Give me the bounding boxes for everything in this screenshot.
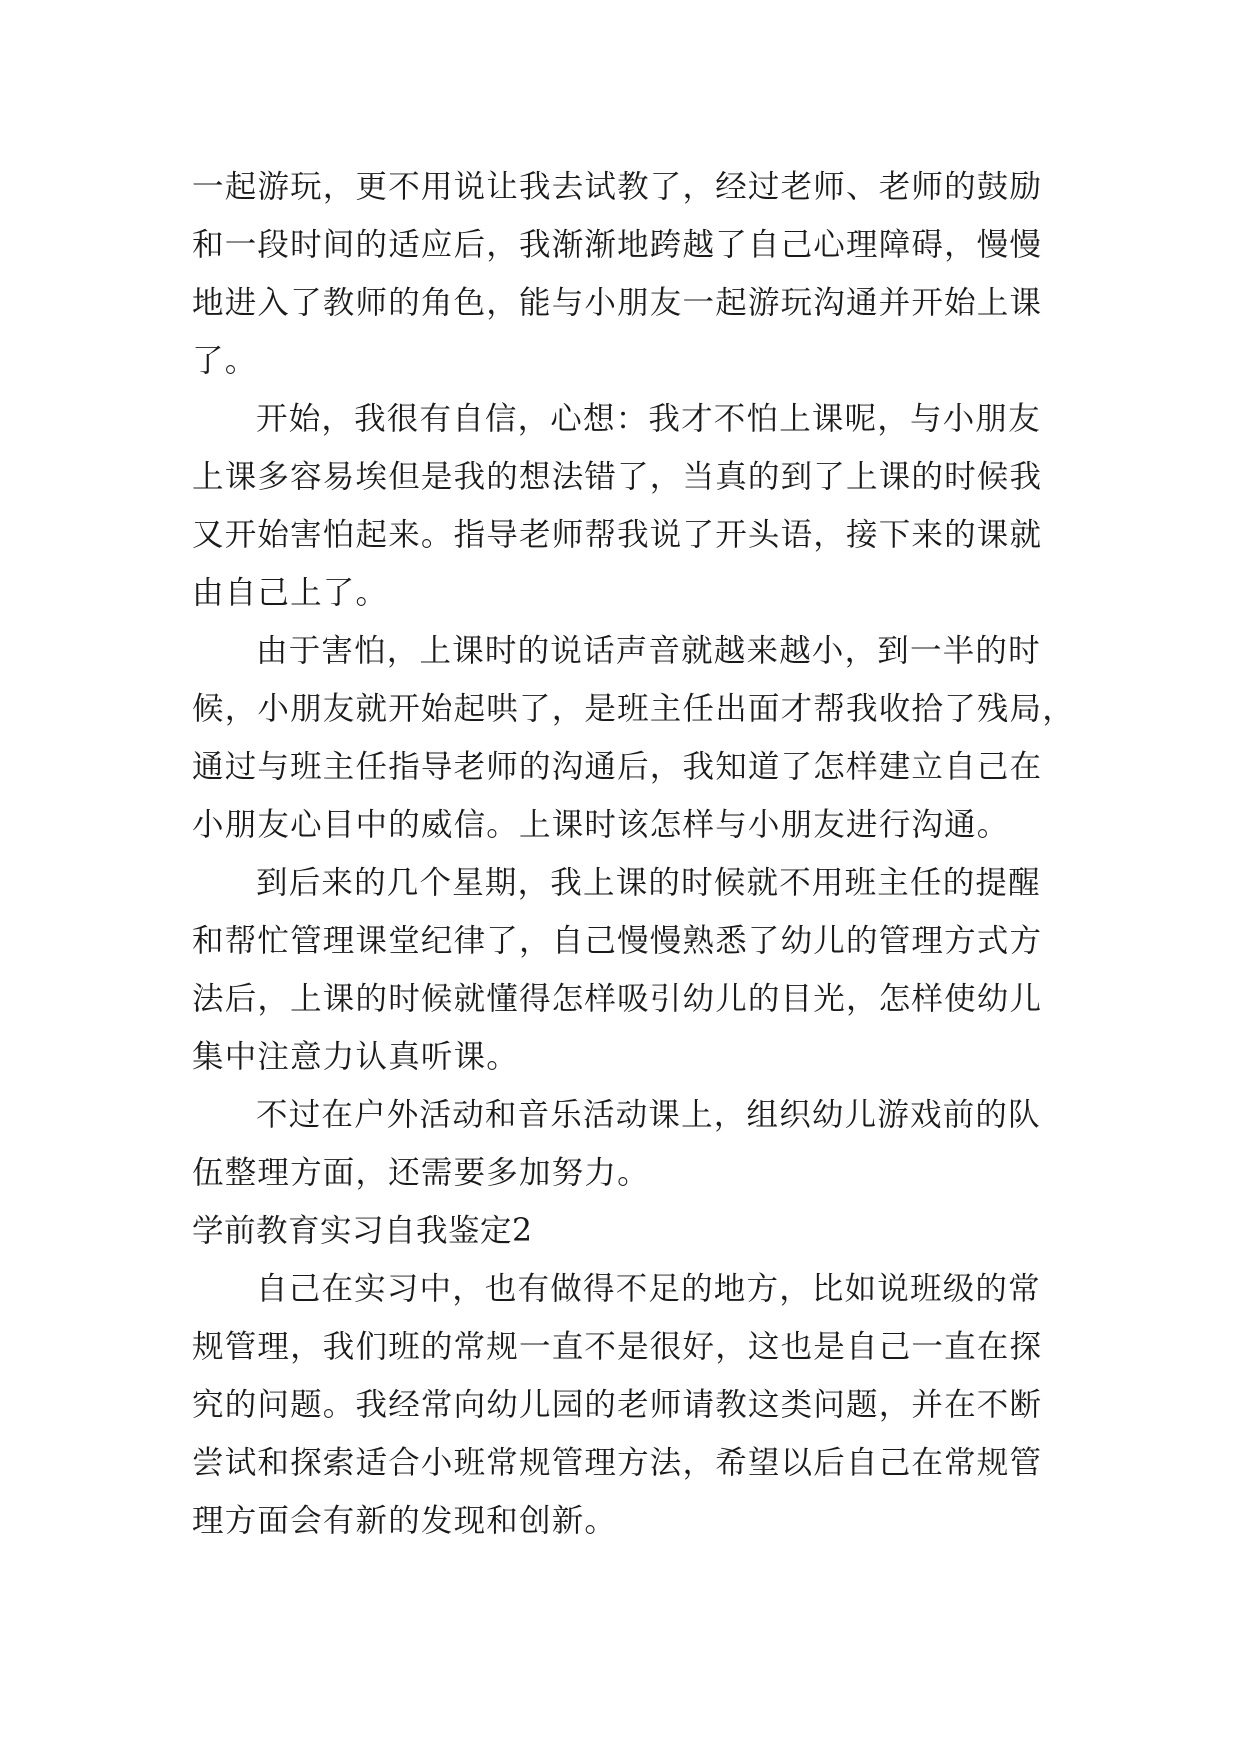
text-line: 小朋友心目中的威信。上课时该怎样与小朋友进行沟通。 (192, 807, 1010, 843)
text-line: 上课多容易埃但是我的想法错了，当真的到了上课的时候我 (192, 459, 1043, 495)
section-heading: 学前教育实习自我鉴定2 (192, 1213, 533, 1249)
text-line: 集中注意力认真听课。 (192, 1039, 520, 1075)
text-line: 一起游玩，更不用说让我去试教了，经过老师、老师的鼓励 (192, 169, 1043, 205)
text-line: 法后，上课的时候就懂得怎样吸引幼儿的目光，怎样使幼儿 (192, 981, 1043, 1017)
paragraph-first-line: 自己在实习中，也有做得不足的地方，比如说班级的常 (256, 1271, 1041, 1307)
text-line: 通过与班主任指导老师的沟通后，我知道了怎样建立自己在 (192, 749, 1043, 785)
text-line: 究的问题。我经常向幼儿园的老师请教这类问题，并在不断 (192, 1387, 1043, 1423)
text-line: 规管理，我们班的常规一直不是很好，这也是自己一直在探 (192, 1329, 1043, 1365)
paragraph-first-line: 到后来的几个星期，我上课的时候就不用班主任的提醒 (256, 865, 1041, 901)
text-line: 尝试和探索适合小班常规管理方法，希望以后自己在常规管 (192, 1445, 1043, 1481)
text-line: 了。 (192, 343, 258, 379)
text-line: 地进入了教师的角色，能与小朋友一起游玩沟通并开始上课 (192, 285, 1043, 321)
text-line: 候，小朋友就开始起哄了，是班主任出面才帮我收拾了残局， (192, 691, 1075, 727)
paragraph-first-line: 不过在户外活动和音乐活动课上，组织幼儿游戏前的队 (256, 1097, 1041, 1133)
text-line: 理方面会有新的发现和创新。 (192, 1503, 618, 1539)
text-line: 和帮忙管理课堂纪律了，自己慢慢熟悉了幼儿的管理方式方 (192, 923, 1043, 959)
text-line: 又开始害怕起来。指导老师帮我说了开头语，接下来的课就 (192, 517, 1043, 553)
text-line: 和一段时间的适应后，我渐渐地跨越了自己心理障碍，慢慢 (192, 227, 1043, 263)
text-line: 伍整理方面，还需要多加努力。 (192, 1155, 650, 1191)
document-page (192, 158, 1075, 1550)
paragraph-first-line: 由于害怕，上课时的说话声音就越来越小，到一半的时 (256, 633, 1041, 669)
paragraph-first-line: 开始，我很有自信，心想：我才不怕上课呢，与小朋友 (256, 401, 1041, 437)
text-line: 由自己上了。 (192, 575, 389, 611)
